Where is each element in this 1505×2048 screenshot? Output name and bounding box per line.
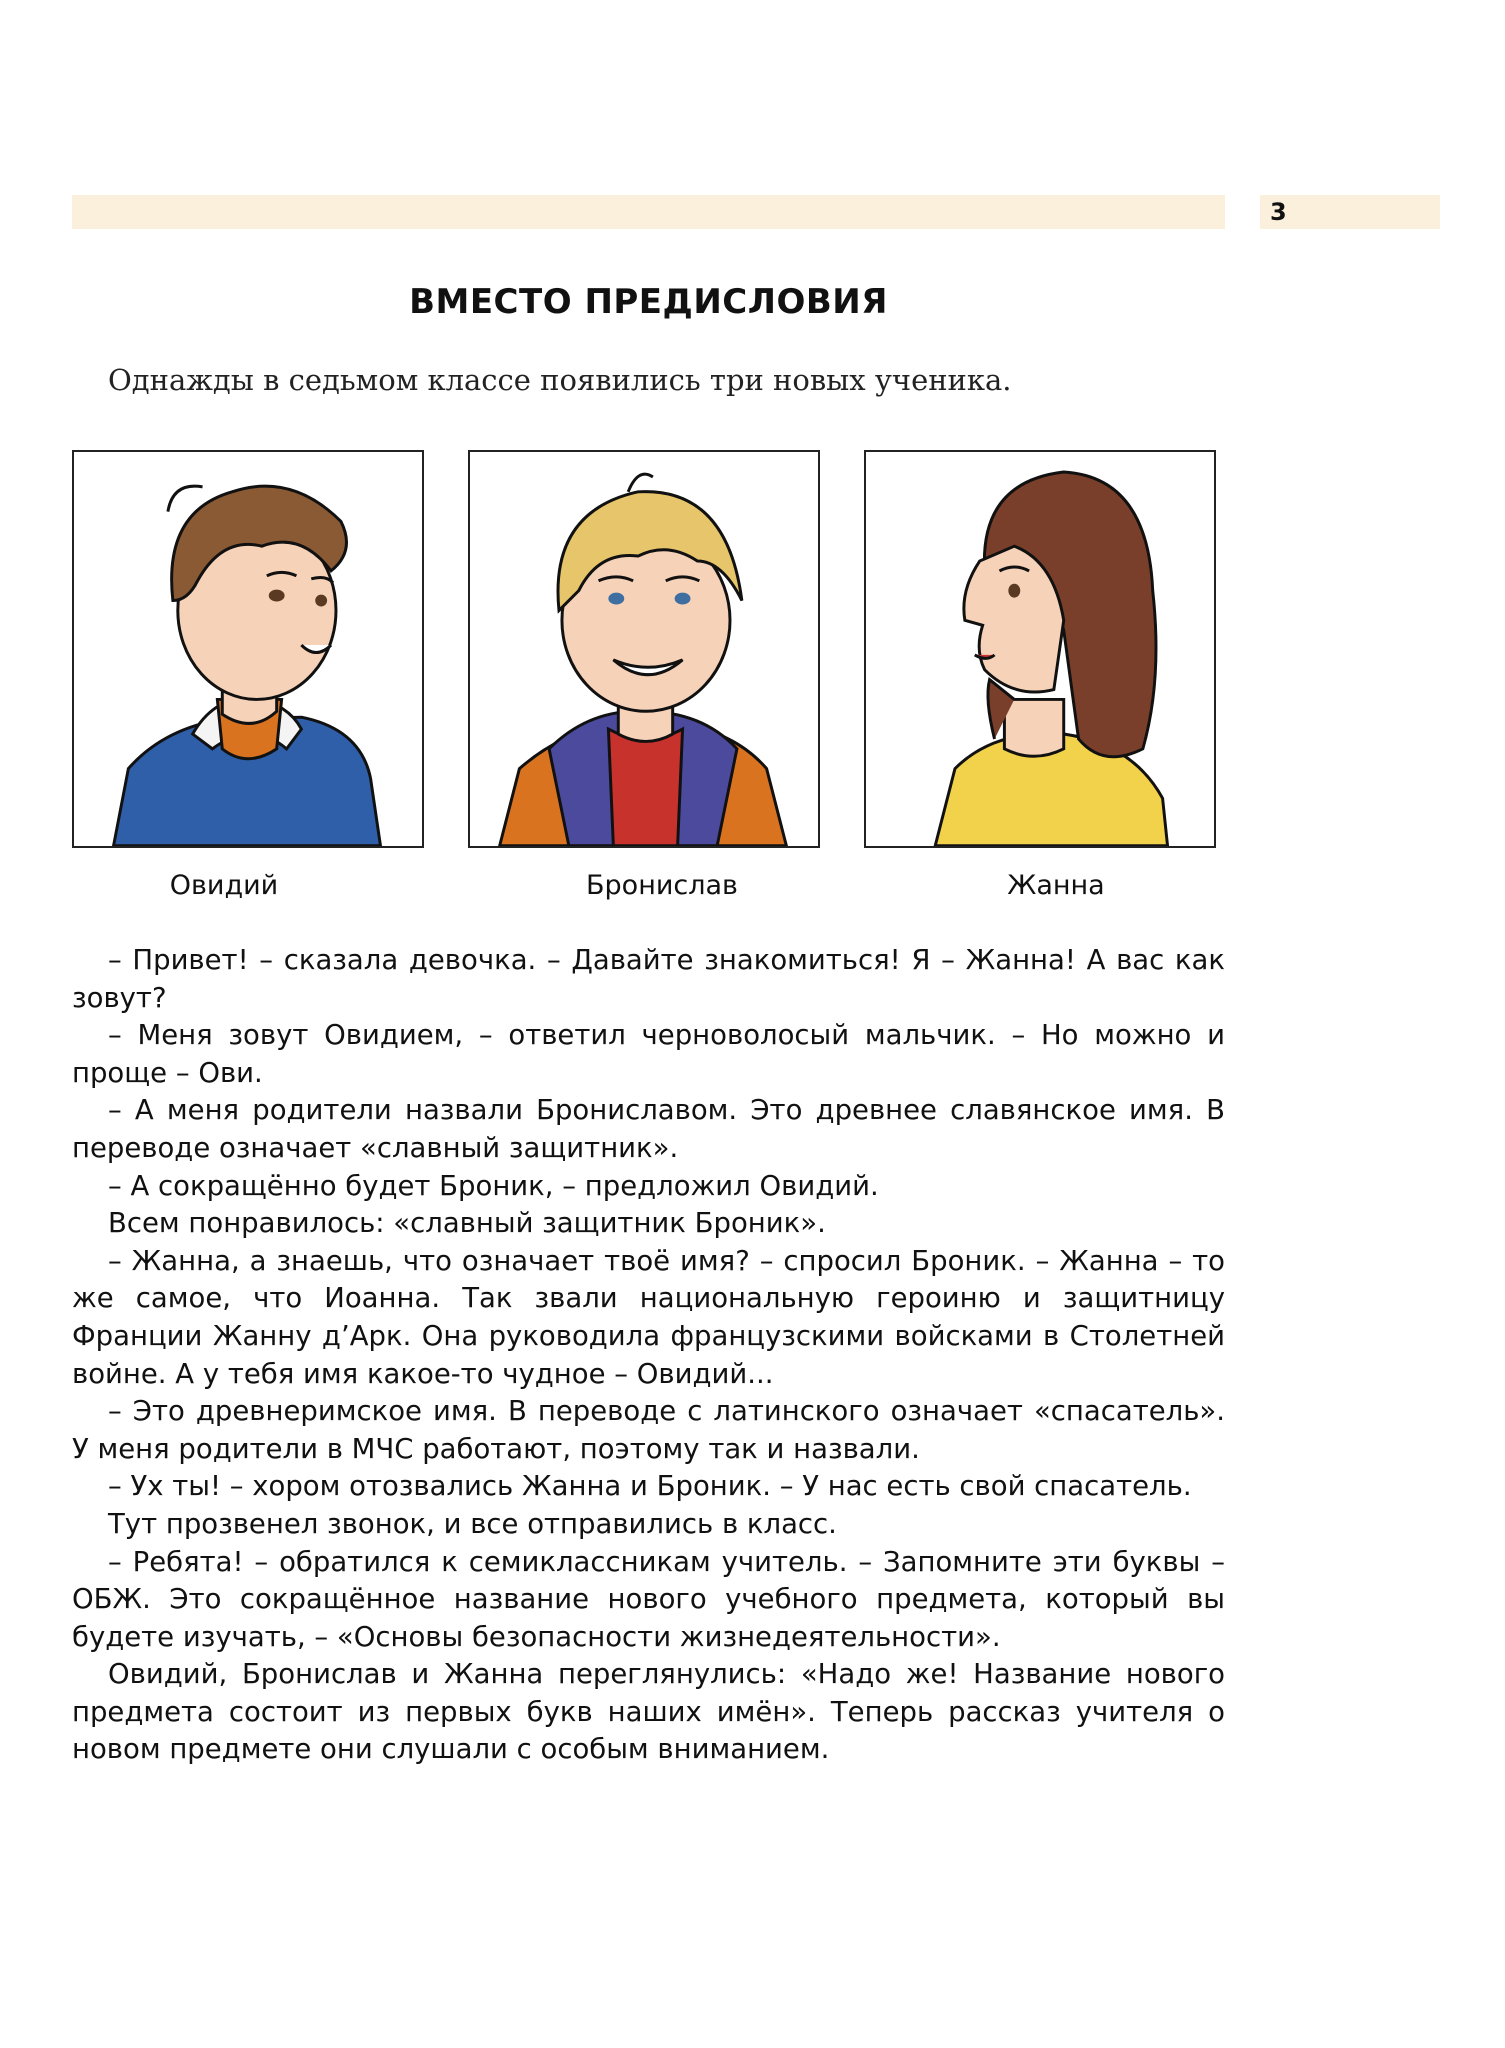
portrait-ovidiy — [72, 450, 424, 848]
zhanna-illustration — [866, 452, 1214, 846]
story-paragraph: – А меня родители назвали Брониславом. Это древнее славянское имя. В переводе означает «славный защитник». — [72, 1094, 1225, 1164]
intro-text: Однажды в седьмом классе появились три новых ученика. — [108, 363, 1012, 397]
story-paragraph: Всем понравилось: «славный защитник Броник». — [108, 1207, 826, 1240]
portrait-bronislav — [468, 450, 820, 848]
story-paragraph: – Жанна, а знаешь, что означает твоё имя? – спросил Броник. – Жанна – то же самое, что Иоанна. Так звали национальную героиню и защитницу Франции Жанну д’Арк. Она руководила французскими войсками в Столетней войне. А у тебя имя какое-то чудное – Овидий... — [72, 1244, 1225, 1390]
story-text — [72, 942, 1225, 1769]
bronislav-illustration — [470, 452, 818, 846]
page-number-box — [1260, 195, 1440, 229]
caption-ovidiy: Овидий — [169, 870, 279, 901]
story-paragraph: – Меня зовут Овидием, – ответил черноволосый мальчик. – Но можно и проще – Ови. — [72, 1019, 1225, 1089]
story-paragraph: – Привет! – сказала девочка. – Давайте знакомиться! Я – Жанна! А вас как зовут? — [72, 944, 1225, 1014]
story-paragraph: Тут прозвенел звонок, и все отправились в класс. — [108, 1507, 837, 1540]
page-title: ВМЕСТО ПРЕДИСЛОВИЯ — [409, 282, 888, 322]
caption-zhanna: Жанна — [1007, 870, 1105, 901]
ovidiy-illustration — [74, 452, 422, 846]
story-paragraph: – Это древнеримское имя. В переводе с латинского означает «спасатель». У меня родители в МЧС работают, поэтому так и назвали. — [72, 1395, 1225, 1465]
caption-bronislav: Бронислав — [586, 870, 738, 901]
story-paragraph: – А сокращённо будет Броник, – предложил Овидий. — [108, 1169, 879, 1202]
portrait-zhanna — [864, 450, 1216, 848]
page-number: 3 — [1270, 198, 1287, 226]
story-paragraph: – Ух ты! – хором отозвались Жанна и Броник. – У нас есть свой спасатель. — [108, 1470, 1192, 1503]
header-band — [72, 195, 1225, 229]
story-paragraph: Овидий, Бронислав и Жанна переглянулись: «Надо же! Название нового предмета состоит из первых букв наших имён». Теперь рассказ учителя о новом предмете они слушали с особым вниманием. — [72, 1658, 1225, 1766]
story-paragraph: – Ребята! – обратился к семиклассникам учитель. – Запомните эти буквы – ОБЖ. Это сокращённое название нового учебного предмета, который вы будете изучать, – «Основы безопасности жизнедеятельности». — [72, 1545, 1225, 1653]
